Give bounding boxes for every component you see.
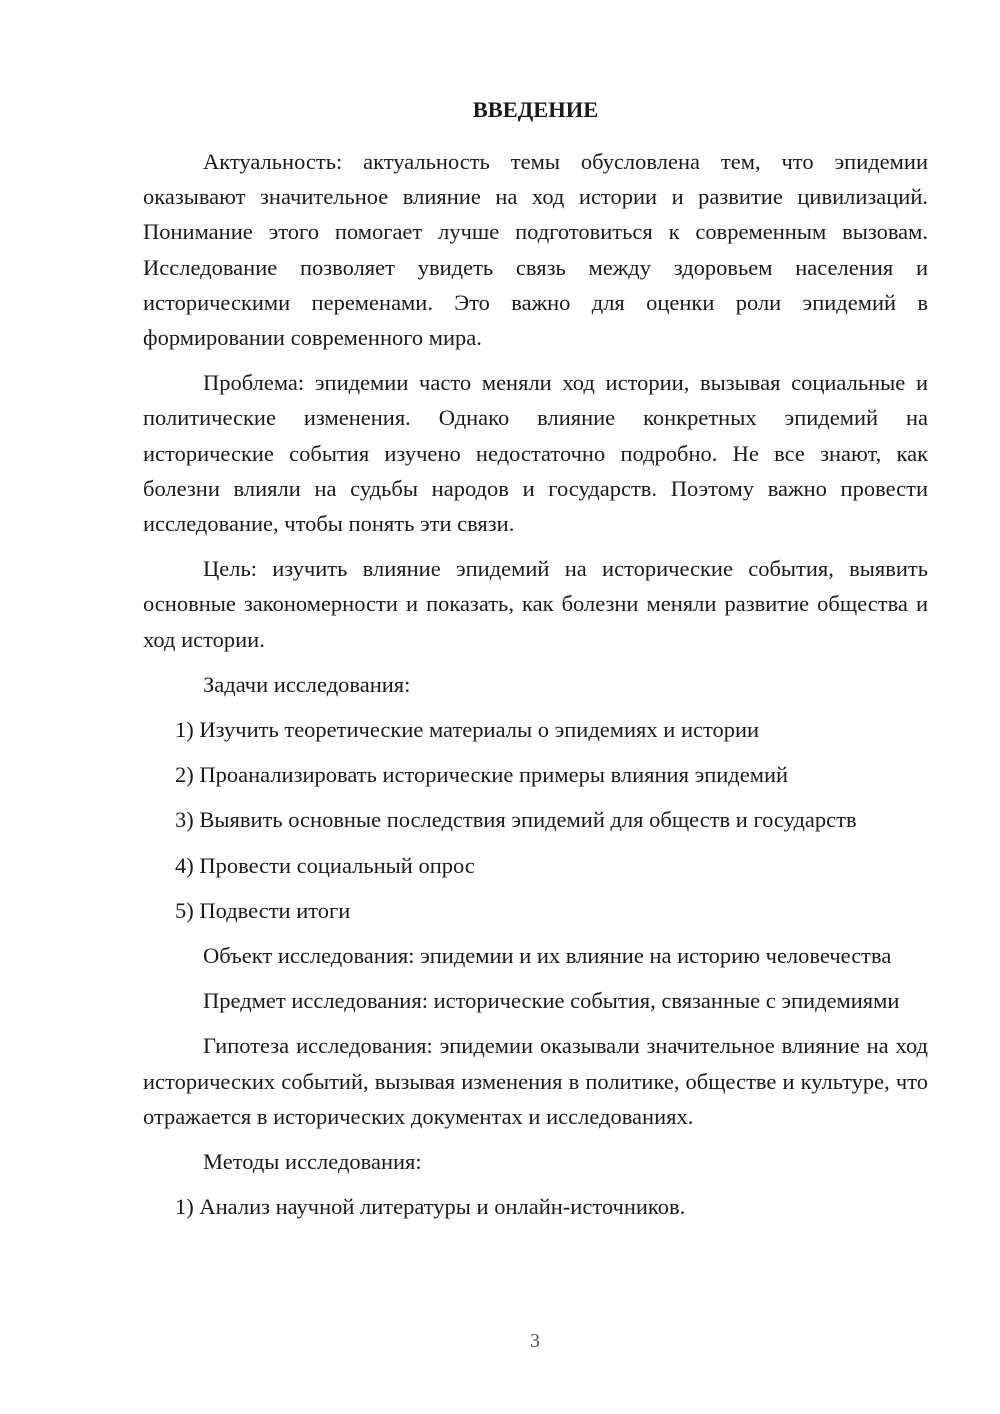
tasks-heading: Задачи исследования: — [203, 671, 411, 697]
task-item-3: 3) Выявить основные последствия эпидемий для обществ и государств — [175, 807, 857, 833]
goal-paragraph: Цель: изучить влияние эпидемий на исторические события, выявить основные закономерности и показать, как болезни меняли развитие общества и ход истории. — [143, 556, 928, 652]
methods-heading: Методы исследования: — [203, 1149, 422, 1175]
task-item-4: 4) Провести социальный опрос — [175, 852, 475, 878]
problem-paragraph: Проблема: эпидемии часто меняли ход истории, вызывая социальные и политические изменения. Однако влияние конкретных эпидемий на исторические события изучено недостаточно подробно. Не все знают, как болезни влияли на судьбы народов и государств. Поэтому важно провести исследование, чтобы понять эти связи. — [143, 370, 928, 537]
page-number: 3 — [530, 1330, 540, 1352]
section-title: ВВЕДЕНИЕ — [472, 97, 599, 122]
task-item-5: 5) Подвести итоги — [175, 897, 351, 923]
method-item-1: 1) Анализ научной литературы и онлайн-источников. — [175, 1194, 686, 1220]
task-item-1: 1) Изучить теоретические материалы о эпидемиях и истории — [175, 717, 760, 743]
tasks-list — [143, 712, 928, 928]
hypothesis-paragraph: Гипотеза исследования: эпидемии оказывали значительное влияние на ход исторических событий, вызывая изменения в политике, обществе и культуре, что отражается в исторических документах и исследованиях. — [143, 1033, 928, 1129]
relevance-paragraph: Актуальность: актуальность темы обусловлена тем, что эпидемии оказывают значительное влияние на ход истории и развитие цивилизаций. Понимание этого помогает лучше подготовиться к современным вызовам. Исследование позволяет увидеть связь между здоровьем населения и историческими переменами. Это важно для оценки роли эпидемий в формировании современного мира. — [143, 149, 928, 351]
document-body — [143, 90, 928, 1234]
object-paragraph: Объект исследования: эпидемии и их влияние на историю человечества — [203, 943, 892, 969]
task-item-2: 2) Проанализировать исторические примеры влияния эпидемий — [175, 762, 789, 788]
methods-list — [143, 1189, 928, 1224]
subject-paragraph: Предмет исследования: исторические события, связанные с эпидемиями — [203, 988, 900, 1014]
